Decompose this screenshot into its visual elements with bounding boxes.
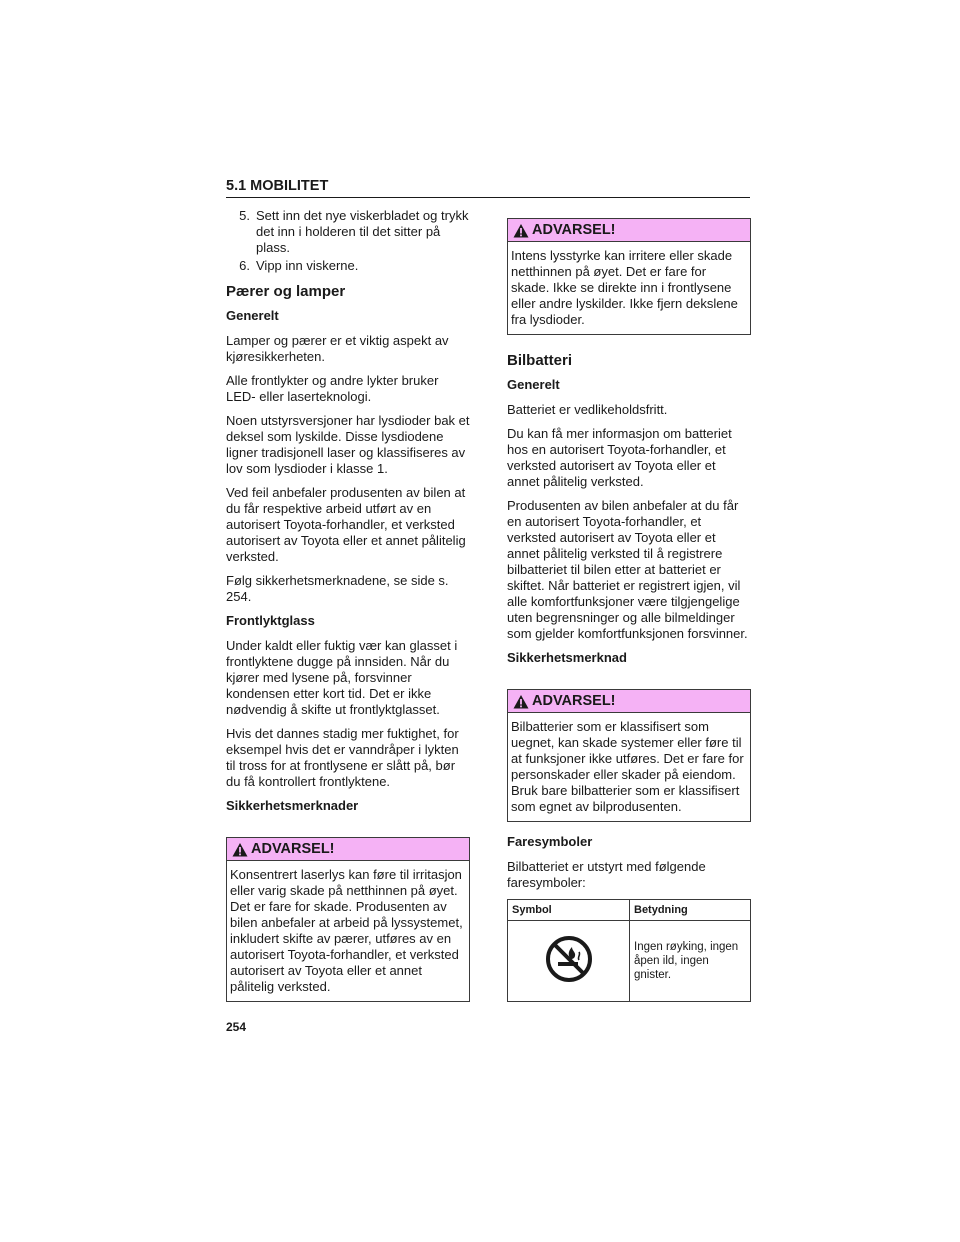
column-header-symbol: Symbol [508,900,630,921]
step-number: 6. [239,258,250,273]
subheading-faresymboler: Faresymboler [507,834,593,849]
step-number: 5. [239,208,250,223]
step-text: Sett inn det nye viskerbladet og trykk det inn i holderen til det sitter på plass. [256,208,469,255]
page-number: 254 [226,1020,247,1034]
warning-triangle-icon [232,842,248,858]
subheading-frontlyktglass: Frontlyktglass [226,613,315,628]
section-heading-lamps: Pærer og lamper [226,283,346,300]
subheading-sikkerhetsmerknader: Sikkerhetsmerknader [226,798,359,813]
paragraph: Under kaldt eller fuktig vær kan glasset i frontlyktene dugge på innsiden. Når du kjører med lysene på, forsvinner kondensen etter kort tid. Det er ikke nødvendig å skifte ut frontlyktglasset. [226,638,458,717]
paragraph: Noen utstyrsversjoner har lysdioder bak et deksel som lyskilde. Disse lysdiodene ligner tradisjonell laser og klassifiseres av lov som lysdioder i klasse 1. [226,413,470,476]
step-list [226,208,470,274]
paragraph: Bilbatteriet er utstyrt med følgende faresymboler: [507,859,706,890]
paragraph: Produsenten av bilen anbefaler at du får en autorisert Toyota-forhandler, et verksted autorisert av Toyota eller et annet pålitelig verksted til å registrere bilbatteriet til bilen etter at batteriet er skiftet. Når batteriet er registrert igjen, vil alle komfortfunksjoner være tilgjengelige uten begrensninger og alle bilmeldinger som gjelder komfortfunksjonen forsvinner. [507,498,748,641]
list-item [226,258,470,274]
paragraph: Alle frontlykter og andre lykter bruker LED- eller laserteknologi. [226,373,439,404]
list-item [226,208,470,256]
right-column [507,218,751,1002]
warning-triangle-icon [513,694,529,710]
hazard-symbol-table [507,899,751,1002]
warning-header [508,219,750,242]
warning-label: ADVARSEL! [532,222,616,238]
paragraph: Lamper og pærer er et viktig aspekt av kjøresikkerheten. [226,333,449,364]
symbol-cell [508,921,630,1002]
paragraph-page-ref: Følg sikkerhetsmerknadene, se side s. 254. [226,573,449,604]
warning-box-brightness [507,218,751,335]
paragraph: Ved feil anbefaler produsenten av bilen at du får respektive arbeid utført av en autorisert Toyota-forhandler, et verksted autorisert av Toyota eller et annet pålitelig verksted. [226,485,466,564]
warning-text: Bilbatterier som er klassifisert som uegnet, kan skade systemer eller føre til at funksjoner ikke utføres. Det er fare for personskader eller skader på eiendom. Bruk bare bilbatterier som er klassifisert som egnet av bilprodusenten. [511,719,744,814]
warning-box-battery [507,689,751,822]
meaning-cell: Ingen røyking, ingen åpen ild, ingen gnister. [630,921,751,1002]
table-row [508,921,751,1002]
paragraph: Batteriet er vedlikeholdsfritt. [507,402,668,417]
subheading-sikkerhetsmerknad: Sikkerhetsmerknad [507,650,627,665]
left-column [226,208,470,1014]
table-header-row [508,900,751,921]
warning-text: Konsentrert laserlys kan føre til irritasjon eller varig skade på netthinnen på øyet. Det er fare for skade. Produsenten av bilen anbefaler at arbeid på lyssystemet, inkludert skifte av pærer, utføres av en autorisert Toyota-forhandler, et verksted autorisert av Toyota eller et annet pålitelig verksted. [230,867,463,994]
warning-triangle-icon [513,223,529,239]
warning-header [508,690,750,713]
step-text: Vipp inn viskerne. [256,258,359,273]
warning-header [227,838,469,861]
column-header-meaning: Betydning [630,900,751,921]
no-smoking-no-flame-icon [545,935,593,983]
subheading-generelt: Generelt [226,308,279,323]
warning-label: ADVARSEL! [532,693,616,709]
paragraph: Hvis det dannes stadig mer fuktighet, for eksempel hvis det er vanndråper i lykten til tross for at frontlysene er slått på, bør du få kontrollert frontlyktene. [226,726,459,789]
paragraph: Du kan få mer informasjon om batteriet hos en autorisert Toyota-forhandler, et verksted autorisert av Toyota eller et annet pålitelig verksted. [507,426,732,489]
subheading-generelt: Generelt [507,377,560,392]
warning-label: ADVARSEL! [251,841,335,857]
warning-box-laser [226,837,470,1002]
warning-text: Intens lysstyrke kan irritere eller skade netthinnen på øyet. Det er fare for skade. Ikke se direkte inn i frontlysene eller andre lyskilder. Ikke fjern dekslene fra lysdioder. [511,248,738,327]
section-heading-battery: Bilbatteri [507,352,573,369]
section-header: 5.1 MOBILITET [226,178,750,198]
